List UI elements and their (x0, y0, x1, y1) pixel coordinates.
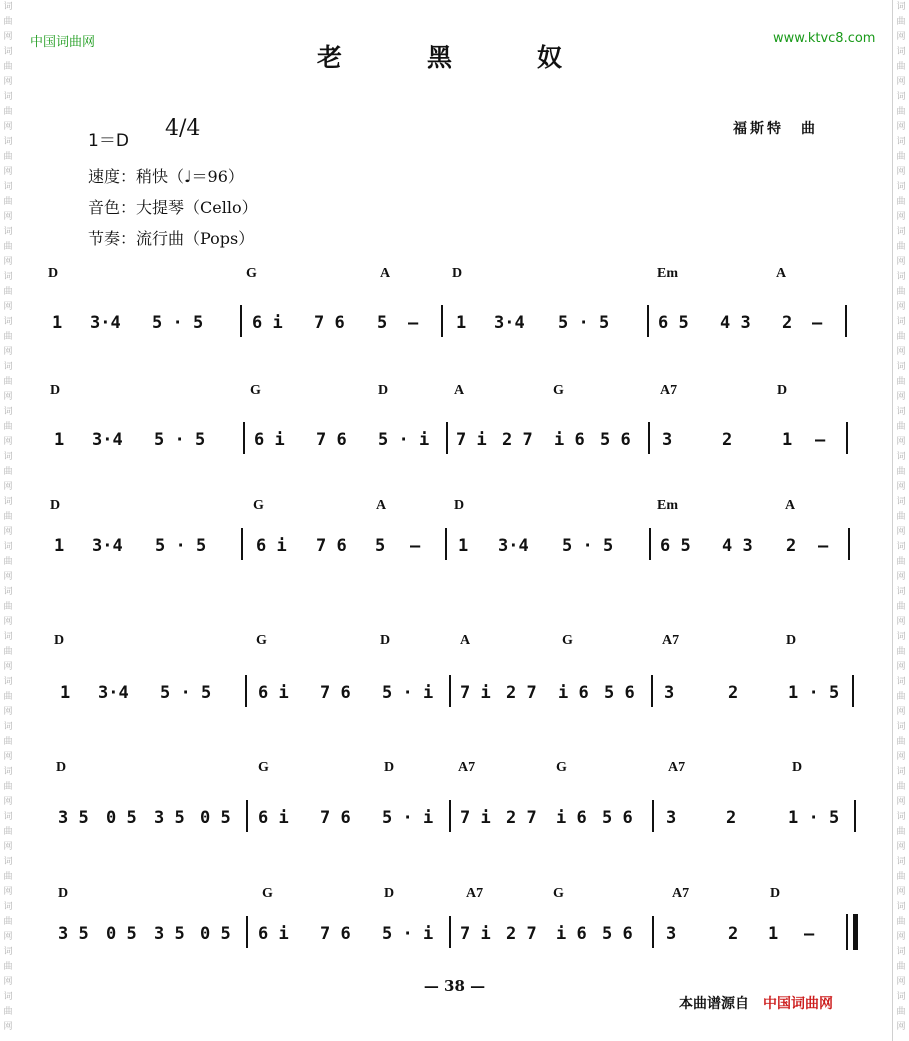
watermark-char: 词 (3, 137, 13, 147)
chord: G (258, 760, 269, 775)
note: — (818, 536, 829, 556)
source-credit (679, 993, 833, 1013)
note: 5 · i (382, 808, 434, 828)
chord: A (376, 498, 387, 513)
watermark-char: 网 (3, 482, 13, 492)
note: 0 5 (106, 808, 137, 828)
watermark-char: 词 (3, 632, 13, 642)
watermark-char: 曲 (896, 467, 906, 477)
note: 1 (456, 313, 467, 333)
chord: G (256, 633, 267, 648)
chord: A7 (662, 633, 680, 648)
source-site: 中国词曲网 (763, 996, 833, 1012)
note: 5 · 5 (155, 536, 207, 556)
watermark-char: 网 (3, 977, 13, 987)
note: 1 (782, 430, 793, 450)
note: — (804, 924, 815, 944)
watermark-char: 网 (3, 122, 13, 132)
watermark-char: 网 (896, 167, 906, 177)
chord: G (562, 633, 573, 648)
note: 4 3 (722, 536, 753, 556)
watermark-char: 词 (3, 992, 13, 1002)
chord: G (553, 383, 564, 398)
watermark-char: 网 (3, 212, 13, 222)
chord: A (460, 633, 471, 648)
watermark-char: 曲 (896, 782, 906, 792)
watermark-char: 词 (3, 587, 13, 597)
note: i 6 (556, 924, 587, 944)
note: 5 (375, 536, 386, 556)
note: 6 i (252, 313, 283, 333)
note: 1 (52, 313, 63, 333)
watermark-char: 曲 (3, 107, 13, 117)
watermark-char: 词 (3, 2, 13, 12)
note: 3·4 (498, 536, 529, 556)
watermark-char: 曲 (3, 737, 13, 747)
watermark-char: 网 (896, 707, 906, 717)
watermark-char: 曲 (896, 827, 906, 837)
watermark-char: 曲 (896, 377, 906, 387)
watermark-char: 曲 (3, 1007, 13, 1017)
chord: D (770, 886, 781, 901)
watermark-char: 曲 (3, 242, 13, 252)
chord: D (452, 266, 463, 281)
watermark-char: 词 (896, 92, 906, 102)
watermark-char: 曲 (896, 1007, 906, 1017)
note: 7 i (460, 924, 491, 944)
watermark-char: 曲 (3, 422, 13, 432)
watermark-char: 曲 (896, 287, 906, 297)
note: 5 · i (382, 924, 434, 944)
note: 5 · i (382, 683, 434, 703)
note: 7 i (456, 430, 487, 450)
watermark-char: 曲 (3, 17, 13, 27)
timbre: 音色：大提琴（Cello） (88, 198, 258, 217)
note: 3 5 (58, 808, 89, 828)
watermark-char: 曲 (3, 782, 13, 792)
watermark-char: 词 (896, 542, 906, 552)
note: 2 7 (502, 430, 533, 450)
note: 5 · 5 (160, 683, 212, 703)
watermark-char: 词 (896, 632, 906, 642)
note: i 6 (556, 808, 587, 828)
note: — (408, 313, 419, 333)
watermark-char: 词 (3, 182, 13, 192)
watermark-char: 曲 (896, 557, 906, 567)
note: 0 5 (200, 808, 231, 828)
watermark-char: 词 (896, 677, 906, 687)
note: — (410, 536, 421, 556)
note: 3·4 (90, 313, 121, 333)
watermark-char: 词 (3, 722, 13, 732)
chord: A7 (672, 886, 690, 901)
watermark-char: 网 (3, 1022, 13, 1032)
watermark-char: 曲 (896, 737, 906, 747)
watermark-char: 曲 (896, 332, 906, 342)
note: 5 6 (604, 683, 635, 703)
note: 1 (458, 536, 469, 556)
watermark-char: 词 (3, 92, 13, 102)
left-watermark-strip (0, 0, 16, 1041)
watermark-char: 网 (896, 482, 906, 492)
chord: D (384, 886, 395, 901)
note: 3 (666, 924, 677, 944)
watermark-char: 曲 (896, 872, 906, 882)
chord: D (792, 760, 803, 775)
watermark-char: 词 (896, 857, 906, 867)
note: 7 6 (320, 808, 351, 828)
watermark-char: 网 (896, 752, 906, 762)
watermark-char: 词 (896, 812, 906, 822)
watermark-char: 网 (3, 572, 13, 582)
watermark-char: 曲 (896, 107, 906, 117)
note: 1 (768, 924, 779, 944)
note: 6 i (254, 430, 285, 450)
chord: D (777, 383, 788, 398)
watermark-char: 词 (896, 227, 906, 237)
time-signature: 4/4 (165, 116, 201, 141)
note: 2 (728, 924, 739, 944)
watermark-char: 曲 (3, 872, 13, 882)
watermark-char: 网 (896, 842, 906, 852)
watermark-char: 网 (896, 977, 906, 987)
note: 3·4 (92, 430, 123, 450)
note: 6 5 (658, 313, 689, 333)
chord: D (58, 886, 69, 901)
chord: A7 (660, 383, 678, 398)
chord: D (786, 633, 797, 648)
watermark-char: 网 (3, 392, 13, 402)
note: 3 (664, 683, 675, 703)
watermark-char: 词 (3, 947, 13, 957)
watermark-char: 词 (3, 272, 13, 282)
watermark-char: 网 (3, 527, 13, 537)
chord: A (454, 383, 465, 398)
note: 2 (728, 683, 739, 703)
note: 5 · i (378, 430, 430, 450)
watermark-char: 网 (3, 752, 13, 762)
chord: D (50, 498, 61, 513)
watermark-char: 曲 (3, 377, 13, 387)
chord: D (454, 498, 465, 513)
key-signature: 1＝D (88, 131, 129, 151)
note: 6 5 (660, 536, 691, 556)
watermark-char: 词 (3, 227, 13, 237)
note: 6 i (258, 924, 289, 944)
watermark-char: 曲 (896, 512, 906, 522)
note: 3·4 (92, 536, 123, 556)
watermark-char: 网 (3, 32, 13, 42)
watermark-char: 网 (3, 932, 13, 942)
watermark-char: 词 (896, 452, 906, 462)
note: 1 (60, 683, 71, 703)
chord: D (50, 383, 61, 398)
note: 2 (722, 430, 733, 450)
watermark-char: 曲 (3, 827, 13, 837)
note: 3 5 (154, 924, 185, 944)
watermark-char: 曲 (896, 197, 906, 207)
note: 6 i (258, 683, 289, 703)
chord: A7 (458, 760, 476, 775)
note: 7 6 (316, 430, 347, 450)
watermark-char: 词 (896, 587, 906, 597)
watermark-char: 网 (3, 437, 13, 447)
watermark-char: 曲 (896, 152, 906, 162)
watermark-char: 曲 (896, 647, 906, 657)
note: 3 5 (154, 808, 185, 828)
watermark-char: 词 (896, 497, 906, 507)
watermark-char: 曲 (896, 962, 906, 972)
note: 0 5 (106, 924, 137, 944)
note: 2 (782, 313, 793, 333)
watermark-char: 网 (3, 77, 13, 87)
tempo: 速度：稍快（♩＝96） (88, 167, 244, 186)
note: 5 · 5 (154, 430, 206, 450)
note: 3 (666, 808, 677, 828)
chord: G (262, 886, 273, 901)
chord: G (556, 760, 567, 775)
chord: D (378, 383, 389, 398)
note: 5 6 (602, 808, 633, 828)
note: 4 3 (720, 313, 751, 333)
chord: G (250, 383, 261, 398)
note: 1 (54, 536, 65, 556)
watermark-char: 曲 (3, 602, 13, 612)
watermark-char: 网 (896, 437, 906, 447)
watermark-char: 网 (896, 797, 906, 807)
note: 7 i (460, 683, 491, 703)
watermark-char: 曲 (3, 62, 13, 72)
note: 6 i (258, 808, 289, 828)
composer: 福斯特 曲 (733, 121, 818, 137)
watermark-char: 词 (3, 497, 13, 507)
watermark-char: 曲 (3, 287, 13, 297)
chord: Em (657, 266, 678, 281)
watermark-char: 曲 (3, 692, 13, 702)
note: 3 5 (58, 924, 89, 944)
watermark-char: 曲 (3, 917, 13, 927)
watermark-char: 词 (3, 812, 13, 822)
watermark-char: 网 (896, 392, 906, 402)
watermark-char: 曲 (3, 962, 13, 972)
watermark-char: 网 (896, 527, 906, 537)
chord: G (253, 498, 264, 513)
watermark-char: 词 (896, 992, 906, 1002)
watermark-char: 网 (896, 887, 906, 897)
right-watermark-strip (892, 0, 909, 1041)
chord: D (48, 266, 59, 281)
note: 5 · 5 (152, 313, 204, 333)
chord: D (380, 633, 391, 648)
watermark-char: 词 (896, 947, 906, 957)
watermark-char: 词 (3, 542, 13, 552)
watermark-char: 词 (896, 317, 906, 327)
note: 3·4 (98, 683, 129, 703)
watermark-char: 网 (3, 167, 13, 177)
chord: G (553, 886, 564, 901)
note: i 6 (554, 430, 585, 450)
note: 0 5 (200, 924, 231, 944)
watermark-char: 网 (896, 572, 906, 582)
watermark-char: 曲 (896, 62, 906, 72)
watermark-char: 曲 (3, 332, 13, 342)
note: 1 · 5 (788, 808, 840, 828)
watermark-char: 网 (3, 887, 13, 897)
watermark-char: 网 (3, 797, 13, 807)
note: 3·4 (494, 313, 525, 333)
watermark-char: 词 (896, 767, 906, 777)
note: 2 (726, 808, 737, 828)
watermark-char: 词 (896, 722, 906, 732)
source-label: 本曲谱源自 (679, 996, 749, 1012)
watermark-url: www.ktvc8.com (773, 31, 876, 46)
watermark-site-name: 中国词曲网 (30, 35, 96, 50)
watermark-char: 网 (896, 212, 906, 222)
watermark-char: 词 (896, 47, 906, 57)
note: 2 7 (506, 924, 537, 944)
note: 2 7 (506, 808, 537, 828)
note: 3 (662, 430, 673, 450)
watermark-char: 网 (896, 617, 906, 627)
watermark-char: 网 (896, 1022, 906, 1032)
chord: A7 (466, 886, 484, 901)
watermark-char: 词 (3, 857, 13, 867)
watermark-char: 词 (896, 2, 906, 12)
watermark-char: 曲 (3, 467, 13, 477)
watermark-char: 词 (896, 902, 906, 912)
watermark-char: 词 (896, 407, 906, 417)
note: 5 6 (602, 924, 633, 944)
note: 7 6 (320, 924, 351, 944)
watermark-char: 网 (896, 347, 906, 357)
watermark-char: 曲 (3, 557, 13, 567)
chord: A7 (668, 760, 686, 775)
watermark-char: 网 (896, 32, 906, 42)
note: 7 6 (314, 313, 345, 333)
watermark-char: 曲 (896, 602, 906, 612)
watermark-char: 曲 (3, 152, 13, 162)
note: 5 (377, 313, 388, 333)
watermark-char: 曲 (3, 647, 13, 657)
watermark-char: 网 (3, 617, 13, 627)
chord: Em (657, 498, 678, 513)
note: 7 6 (316, 536, 347, 556)
watermark-char: 网 (896, 932, 906, 942)
note: 2 7 (506, 683, 537, 703)
watermark-char: 网 (896, 662, 906, 672)
watermark-char: 词 (3, 767, 13, 777)
watermark-char: 词 (3, 317, 13, 327)
note: 2 (786, 536, 797, 556)
watermark-char: 词 (896, 362, 906, 372)
song-title: 老 黑 奴 (316, 43, 592, 72)
watermark-char: 曲 (896, 422, 906, 432)
chord: A (380, 266, 391, 281)
watermark-char: 词 (896, 272, 906, 282)
watermark-char: 词 (3, 677, 13, 687)
note: — (815, 430, 826, 450)
watermark-char: 网 (3, 662, 13, 672)
note: i 6 (558, 683, 589, 703)
note: 7 i (460, 808, 491, 828)
watermark-char: 词 (3, 47, 13, 57)
watermark-char: 词 (3, 362, 13, 372)
watermark-char: 曲 (896, 242, 906, 252)
watermark-char: 网 (896, 122, 906, 132)
watermark-char: 网 (3, 257, 13, 267)
note: — (812, 313, 823, 333)
watermark-char: 网 (3, 302, 13, 312)
watermark-char: 曲 (896, 692, 906, 702)
watermark-char: 词 (3, 452, 13, 462)
watermark-char: 曲 (3, 512, 13, 522)
note: 1 · 5 (788, 683, 840, 703)
watermark-char: 词 (896, 137, 906, 147)
chord: G (246, 266, 257, 281)
chord: D (56, 760, 67, 775)
watermark-char: 网 (3, 842, 13, 852)
watermark-char: 词 (896, 182, 906, 192)
watermark-char: 网 (3, 707, 13, 717)
note: 5 6 (600, 430, 631, 450)
watermark-char: 网 (896, 302, 906, 312)
note: 5 · 5 (562, 536, 614, 556)
watermark-char: 词 (3, 902, 13, 912)
final-barline-thick (853, 914, 858, 950)
final-barline-thin (846, 914, 848, 950)
rhythm: 节奏：流行曲（Pops） (88, 229, 255, 248)
chord: D (384, 760, 395, 775)
watermark-char: 网 (896, 77, 906, 87)
note: 7 6 (320, 683, 351, 703)
watermark-char: 曲 (896, 917, 906, 927)
chord: A (776, 266, 787, 281)
watermark-char: 网 (896, 257, 906, 267)
watermark-char: 曲 (3, 197, 13, 207)
watermark-char: 网 (3, 347, 13, 357)
page-number: — 38 — (423, 977, 486, 995)
note: 6 i (256, 536, 287, 556)
watermark-char: 词 (3, 407, 13, 417)
note: 1 (54, 430, 65, 450)
chord: A (785, 498, 796, 513)
note: 5 · 5 (558, 313, 610, 333)
watermark-char: 曲 (896, 17, 906, 27)
chord: D (54, 633, 65, 648)
